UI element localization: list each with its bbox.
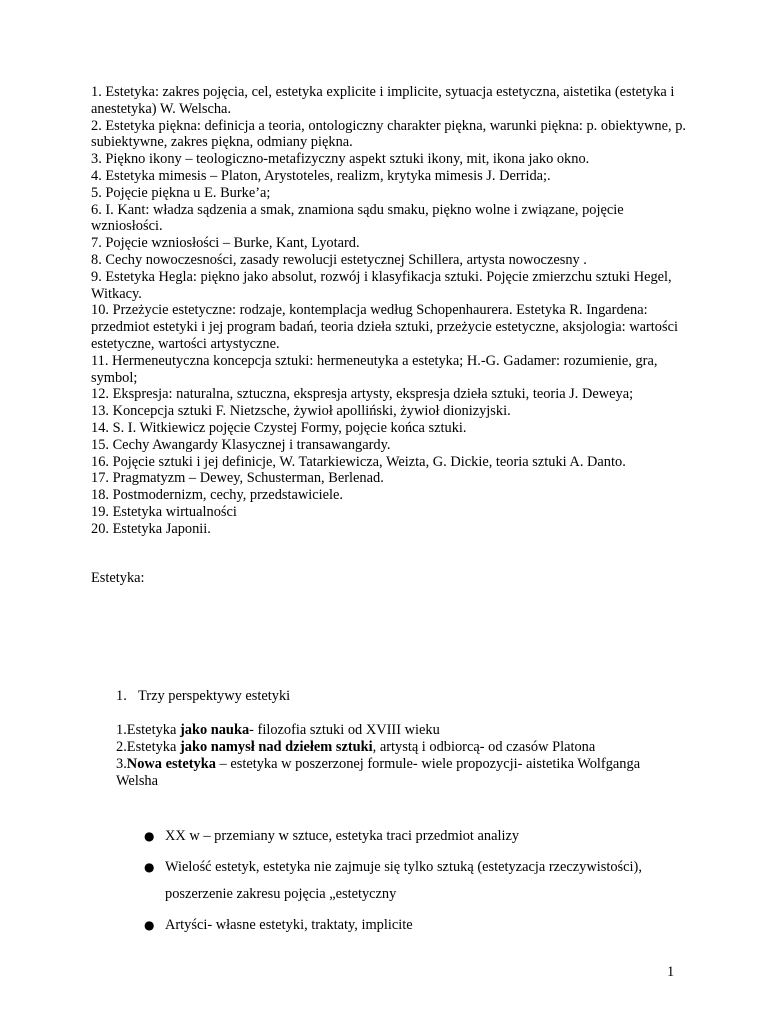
outline-heading xyxy=(116,688,290,705)
perspective-rest: - filozofia sztuki od XVIII wieku xyxy=(249,722,440,738)
outline-title: Trzy perspektywy estetyki xyxy=(138,688,291,704)
topic-item: 14. S. I. Witkiewicz pojęcie Czystej Formy, pojęcie końca sztuki. xyxy=(91,419,467,436)
bullet-dot-icon: ● xyxy=(144,829,155,843)
topic-item: 1. Estetyka: zakres pojęcia, cel, estetyka explicite i implicite, sytuacja estetyczna, aistetika (estetyka i anestetyka) W. Welscha. xyxy=(91,84,675,117)
bullet-dot-icon: ● xyxy=(144,918,155,932)
topic-item: 8. Cechy nowoczesności, zasady rewolucji estetycznej Schillera, artysta nowoczesny . xyxy=(91,251,587,268)
topic-item: 17. Pragmatyzm – Dewey, Schusterman, Berlenad. xyxy=(91,470,384,487)
bullet-dot-icon: ● xyxy=(144,860,155,874)
topic-list xyxy=(91,84,686,538)
bullet-item xyxy=(144,912,664,939)
bullet-item xyxy=(144,823,664,850)
perspective-item xyxy=(116,756,656,790)
perspective-bold: jako nauka xyxy=(179,722,250,738)
perspective-prefix: 3. xyxy=(116,756,127,772)
topic-item: 6. I. Kant: władza sądzenia a smak, znamiona sądu smaku, piękno wolne i związane, pojęcie wzniosłości. xyxy=(91,201,624,235)
outline-number: 1. xyxy=(116,688,127,704)
perspective-rest: , artystą i odbiorcą- od czasów Platona xyxy=(372,739,596,755)
page-number: 1 xyxy=(667,964,675,980)
perspectives-list xyxy=(116,722,656,790)
topic-item: 18. Postmodernizm, cechy, przedstawiciele. xyxy=(91,487,344,504)
perspective-rest: – estetyka w poszerzonej formule- wiele propozycji- aistetika Wolfganga Welsha xyxy=(116,756,641,789)
topic-item: 11. Hermeneutyczna koncepcja sztuki: hermeneutyka a estetyka; H.-G. Gadamer: rozumienie, gra, symbol; xyxy=(91,352,658,386)
topic-item: 15. Cechy Awangardy Klasycznej i transawangardy. xyxy=(91,436,391,453)
topic-item: 12. Ekspresja: naturalna, sztuczna, ekspresja artysty, ekspresja dzieła sztuki, teoria J. Deweya; xyxy=(91,386,634,403)
topic-item: 9. Estetyka Hegla: piękno jako absolut, rozwój i klasyfikacja sztuki. Pojęcie zmierzchu sztuki Hegel, Witkacy. xyxy=(91,268,672,302)
bullet-text: Artyści- własne estetyki, traktaty, implicite xyxy=(165,917,413,933)
perspective-bold: Nowa estetyka xyxy=(126,756,216,772)
topic-item: 20. Estetyka Japonii. xyxy=(91,520,211,537)
topic-item: 19. Estetyka wirtualności xyxy=(91,503,237,520)
topic-item: 7. Pojęcie wzniosłości – Burke, Kant, Lyotard. xyxy=(91,235,360,252)
bullet-text: XX w – przemiany w sztuce, estetyka traci przedmiot analizy xyxy=(165,828,520,844)
topic-item: 16. Pojęcie sztuki i jej definicje, W. Tatarkiewicza, Weizta, G. Dickie, teoria sztuki A. Danto. xyxy=(91,453,626,470)
bullet-item xyxy=(144,854,664,908)
topic-item: 2. Estetyka piękna: definicja a teoria, ontologiczny charakter piękna, warunki piękna: p. obiektywne, p. subiektywne, zakres piękna, odmiany piękna. xyxy=(91,117,687,151)
topic-item: 4. Estetyka mimesis – Platon, Arystoteles, realizm, krytyka mimesis J. Derrida;. xyxy=(91,167,551,184)
topic-item: 13. Koncepcja sztuki F. Nietzsche, żywioł apolliński, żywioł dionizyjski. xyxy=(91,403,511,420)
topic-item: 5. Pojęcie piękna u E. Burke’a; xyxy=(91,184,271,201)
perspective-item xyxy=(116,739,656,756)
section-heading: Estetyka: xyxy=(91,570,145,586)
perspective-item xyxy=(116,722,656,739)
bullet-list xyxy=(144,823,664,943)
perspective-bold: jako namysł nad dziełem sztuki xyxy=(179,739,373,755)
perspective-prefix: 1.Estetyka xyxy=(116,722,180,738)
bullet-text: Wielość estetyk, estetyka nie zajmuje się tylko sztuką (estetyzacja rzeczywistości), poszerzenie zakresu pojęcia „estetyczny xyxy=(165,859,642,902)
topic-item: 3. Piękno ikony – teologiczno-metafizyczny aspekt sztuki ikony, mit, ikona jako okno. xyxy=(91,151,590,168)
topic-item: 10. Przeżycie estetyczne: rodzaje, kontemplacja według Schopenhaurera. Estetyka R. Ingardena: przedmiot estetyki i jej program badań, teoria dzieła sztuki, przeżycie estetyczne, aksjologia: wartości estetyczne, wartości artystyczne. xyxy=(91,302,678,352)
perspective-prefix: 2.Estetyka xyxy=(116,739,180,755)
